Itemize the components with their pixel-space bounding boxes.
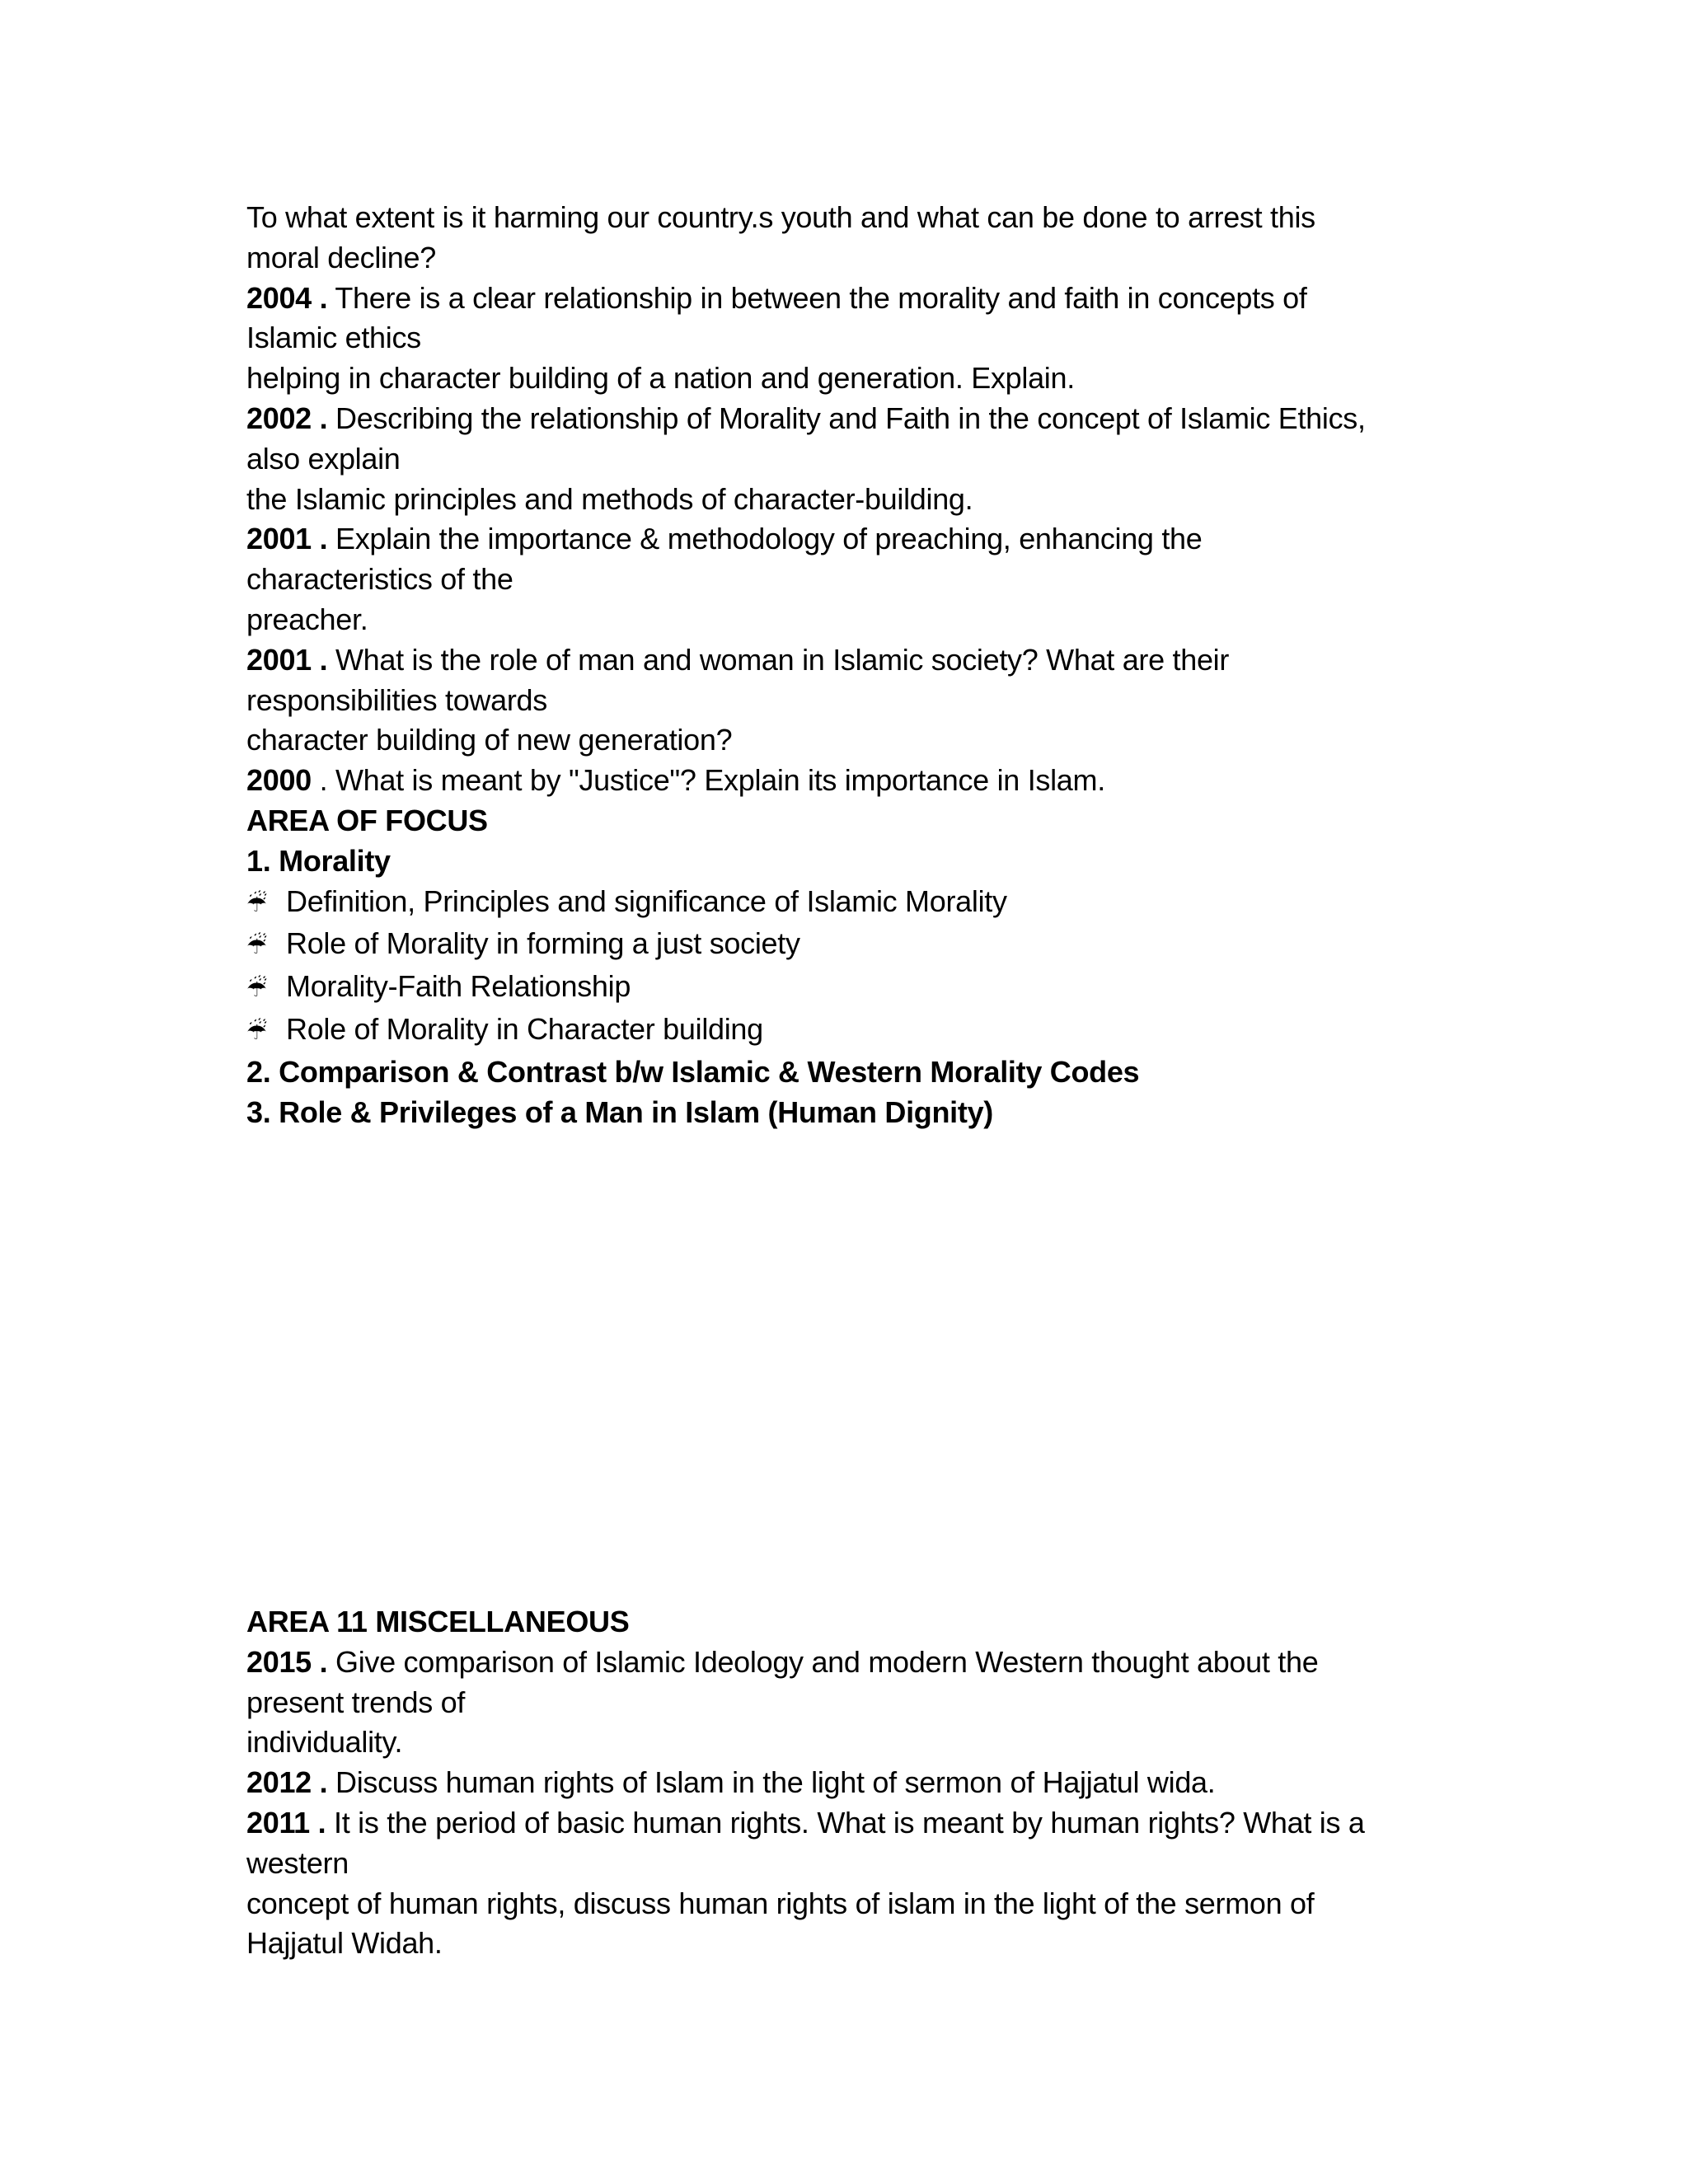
area-of-focus-heading: AREA OF FOCUS <box>246 803 488 837</box>
text-line: Hajjatul Widah. <box>246 1926 443 1961</box>
question-line: 2012 . Discuss human rights of Islam in the light of sermon of Hajjatul wida. <box>246 1765 1216 1800</box>
umbrella-bullet-icon: ☔ <box>246 932 267 960</box>
year-label: 2000 <box>246 763 312 798</box>
human-dignity-subheading: 3. Role & Privileges of a Man in Islam (Human Dignity) <box>246 1094 993 1129</box>
question-line: 2011 . It is the period of basic human rights. What is meant by human rights? What is a <box>246 1805 1365 1840</box>
year-label: 2001 . <box>246 642 328 677</box>
question-line: 2001 . Explain the importance & methodology of preaching, enhancing the <box>246 522 1203 556</box>
question-line: 2015 . Give comparison of Islamic Ideology and modern Western thought about the <box>246 1644 1319 1679</box>
text-line: the Islamic principles and methods of character-building. <box>246 481 973 516</box>
year-label: 2004 . <box>246 280 328 315</box>
year-label: 2012 . <box>246 1765 328 1800</box>
text-line: also explain <box>246 441 401 476</box>
miscellaneous-block <box>246 1602 1450 1964</box>
text-line: individuality. <box>246 1725 403 1760</box>
text-line: western <box>246 1845 349 1880</box>
text-line: present trends of <box>246 1685 466 1719</box>
year-label: 2011 . <box>246 1805 326 1840</box>
question-line: 2004 . There is a clear relationship in between the morality and faith in concepts of <box>246 280 1307 315</box>
morality-subheading: 1. Morality <box>246 843 391 878</box>
question-line: 2002 . Describing the relationship of Morality and Faith in the concept of Islamic Ethics, <box>246 401 1366 435</box>
comparison-subheading: 2. Comparison & Contrast b/w Islamic & Western Morality Codes <box>246 1054 1140 1089</box>
text-line: Islamic ethics <box>246 321 421 355</box>
text-line: character building of new generation? <box>246 723 733 757</box>
text-line: characteristics of the <box>246 562 513 597</box>
umbrella-bullet-icon: ☔ <box>246 1017 267 1045</box>
bullet-item: ☔ Morality-Faith Relationship <box>246 967 1450 1010</box>
text-line: To what extent is it harming our country.s youth and what can be done to arrest this <box>246 200 1315 234</box>
text-line: preacher. <box>246 602 368 636</box>
umbrella-bullet-icon: ☔ <box>246 975 267 1003</box>
text-line: moral decline? <box>246 240 436 274</box>
question-line: 2001 . What is the role of man and woman in Islamic society? What are their <box>246 642 1230 677</box>
area-11-heading: AREA 11 MISCELLANEOUS <box>246 1605 630 1638</box>
questions-block <box>246 198 1450 1132</box>
year-label: 2002 . <box>246 401 328 435</box>
question-line: 2000 . What is meant by "Justice"? Explain its importance in Islam. <box>246 763 1105 798</box>
bullet-item: ☔ Definition, Principles and significance of Islamic Morality <box>246 882 1450 925</box>
year-label: 2015 . <box>246 1644 328 1679</box>
text-line: responsibilities towards <box>246 682 547 717</box>
text-line: concept of human rights, discuss human rights of islam in the light of the sermon of <box>246 1886 1315 1920</box>
bullet-item: ☔ Role of Morality in Character building <box>246 1010 1450 1052</box>
year-label: 2001 . <box>246 522 328 556</box>
bullet-item: ☔ Role of Morality in forming a just society <box>246 924 1450 967</box>
text-line: helping in character building of a nation and generation. Explain. <box>246 361 1075 396</box>
umbrella-bullet-icon: ☔ <box>246 889 267 917</box>
